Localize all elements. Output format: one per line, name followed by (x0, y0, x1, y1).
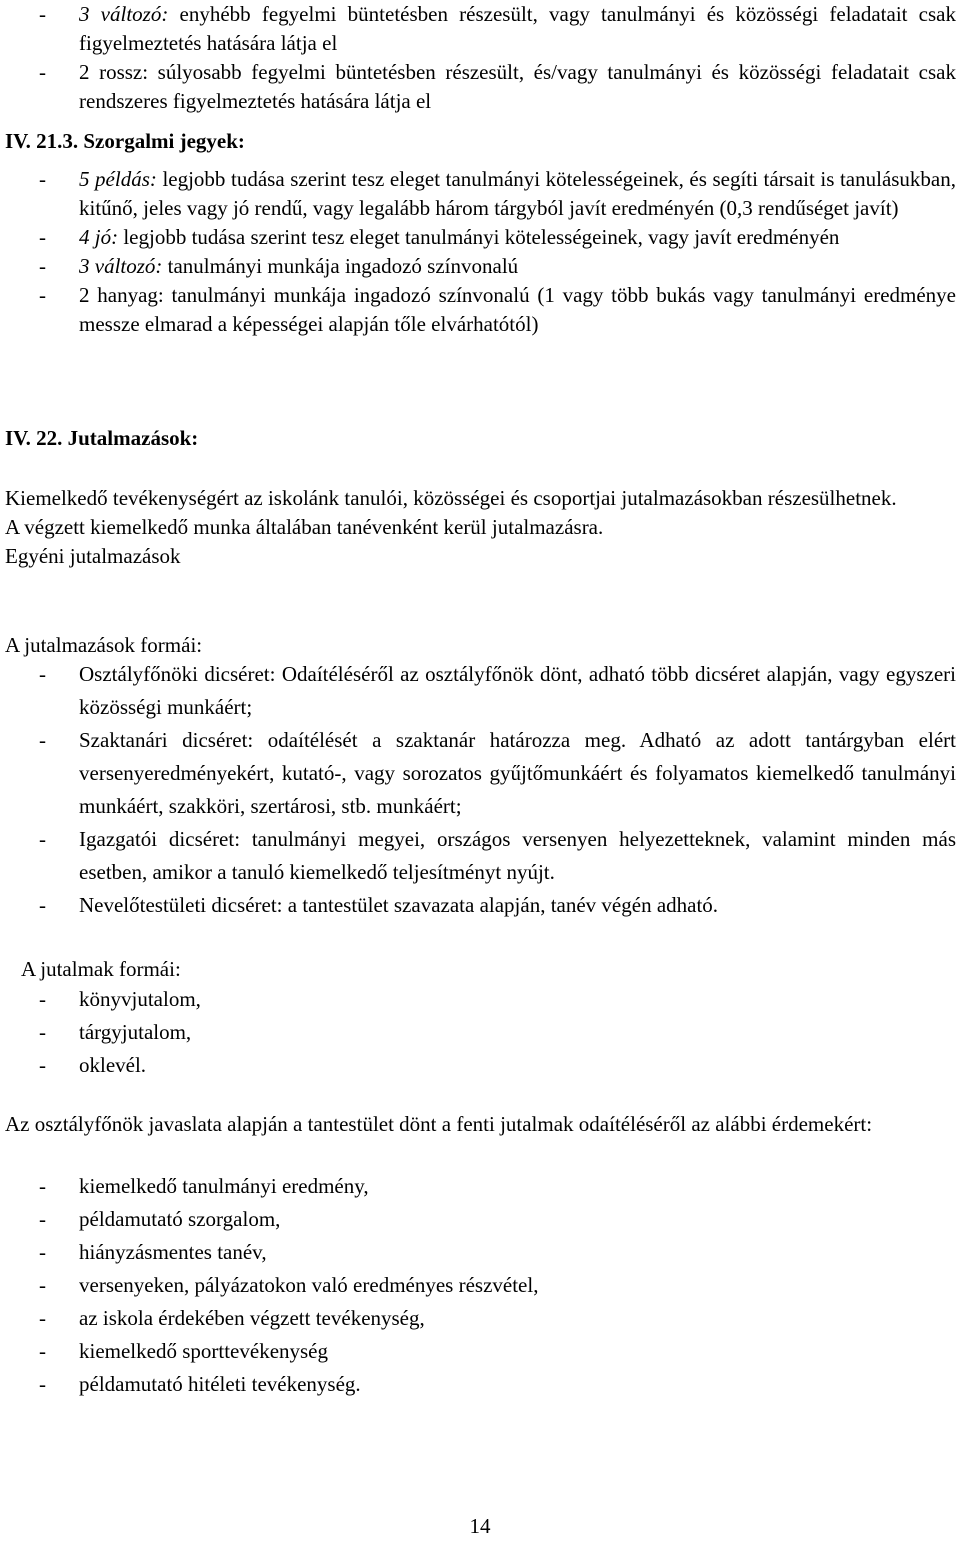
list-item-text: Nevelőtestületi dicséret: a tantestület szavazata alapján, tanév végén adható. (79, 893, 719, 917)
section-heading-jutalmazasok (5, 424, 956, 453)
list-dash: - (39, 827, 46, 851)
list-item (5, 223, 956, 252)
list-item-text: könyvjutalom, (79, 987, 201, 1011)
list-item (5, 1170, 956, 1203)
list-rewards (5, 983, 956, 1082)
list-item (5, 724, 956, 823)
list-item-text: Szaktanári dicséret: odaítélését a szaktanár határozza meg. Adható az adott tantárgyban elért versenyeredményekért, kutató-, vagy sorozatos gyűjtőmunkáért és folyamatos kiemelkedő tanulmányi munkáért, szakköri, szertárosi, stb. munkáért; (79, 728, 956, 818)
grade-text: legjobb tudása szerint tesz eleget tanulmányi kötelességeinek, és segíti társait is tanulásukban, kitűnő, jeles vagy jó rendű, vagy legalább három tárgyból javít eredményén (0,3 rendűséget javít) (79, 167, 957, 220)
list-item (5, 823, 956, 889)
list-dash: - (39, 1053, 46, 1077)
list-item-text: az iskola érdekében végzett tevékenység, (79, 1306, 425, 1330)
grade-term: 3 változó: (79, 2, 169, 26)
paragraph: A végzett kiemelkedő munka általában tanévenként kerül jutalmazásra. (5, 515, 604, 539)
list-item (5, 58, 956, 116)
list-dash: - (39, 225, 46, 249)
list-forms (5, 658, 956, 922)
reward-forms-list (5, 658, 956, 922)
list-item (5, 1049, 956, 1082)
section-heading: IV. 22. Jutalmazások: (5, 426, 199, 450)
list-item-text: oklevél. (79, 1053, 147, 1077)
list-item-text: hiányzásmentes tanév, (79, 1240, 267, 1264)
list-item-text: kiemelkedő tanulmányi eredmény, (79, 1174, 369, 1198)
list-dash: - (39, 1273, 46, 1297)
list-item (5, 889, 956, 922)
list-item-text: versenyeken, pályázatokon való eredményes részvétel, (79, 1273, 539, 1297)
list-merits (5, 1170, 956, 1401)
paragraph: Egyéni jutalmazások (5, 544, 181, 568)
list-item (5, 0, 956, 58)
list-item (5, 1335, 956, 1368)
list-item (5, 1236, 956, 1269)
list-dash: - (39, 2, 46, 26)
list-item (5, 1203, 956, 1236)
list-item (5, 281, 956, 339)
grade-text: enyhébb fegyelmi büntetésben részesült, vagy tanulmányi és közösségi feladatait csak figyelmeztetés hatására látja el (79, 2, 956, 55)
grade-text: legjobb tudása szerint tesz eleget tanulmányi kötelességeinek, vagy javít eredményén (118, 225, 840, 249)
list-dash: - (39, 1339, 46, 1363)
list-dash: - (39, 1207, 46, 1231)
section-heading-szorgalmi (5, 127, 956, 156)
list-dash: - (39, 1306, 46, 1330)
list-dash: - (39, 283, 46, 307)
list-dash: - (39, 254, 46, 278)
list-item (5, 1269, 956, 1302)
merits-list (5, 1170, 956, 1401)
grade-term: 5 példás: (79, 167, 157, 191)
conclusion-paragraph: Az osztályfőnök javaslata alapján a tantestület dönt a fenti jutalmak odaítéléséről az alábbi érdemekért: (5, 1112, 873, 1136)
page-number: 14 (469, 1514, 491, 1538)
paragraph: Kiemelkedő tevékenységért az iskolánk tanulói, közösségei és csoportjai jutalmazásokban részesülhetnek. (5, 486, 897, 510)
list-dash: - (39, 728, 46, 752)
list-szorgalmi (5, 165, 956, 339)
forms-title-block (5, 631, 956, 660)
list-dash: - (39, 1174, 46, 1198)
forms-title: A jutalmazások formái: (5, 633, 203, 657)
rewards-title-block (21, 955, 956, 984)
list-item-text: Igazgatói dicséret: tanulmányi megyei, országos versenyen helyezetteknek, valamint minden más esetben, amikor a tanuló kiemelkedő teljesítményt nyújt. (79, 827, 956, 884)
grade-text: 2 hanyag: tanulmányi munkája ingadozó színvonalú (1 vagy több bukás vagy tanulmányi eredménye messze elmarad a képességei alapján tőle elvárhatótól) (79, 283, 956, 336)
list-dash: - (39, 1020, 46, 1044)
rewards-list (5, 983, 956, 1082)
grade-term: 4 jó: (79, 225, 119, 249)
list-item (5, 658, 956, 724)
list-dash: - (39, 893, 46, 917)
list-item (5, 1368, 956, 1401)
list-item-text: tárgyjutalom, (79, 1020, 192, 1044)
behavior-grade-list (5, 0, 956, 116)
list-item (5, 252, 956, 281)
list-dash: - (39, 1240, 46, 1264)
list-item-text: példamutató hitéleti tevékenység. (79, 1372, 361, 1396)
list-item-text: Osztályfőnöki dicséret: Odaítéléséről az osztályfőnök dönt, adható több dicséret alapján, vagy egyszeri közösségi munkáért; (79, 662, 956, 719)
conclusion-block (5, 1110, 956, 1139)
intro-paragraphs (5, 484, 956, 571)
list-item-text: példamutató szorgalom, (79, 1207, 281, 1231)
list-item (5, 983, 956, 1016)
list-dash: - (39, 987, 46, 1011)
grade-text: tanulmányi munkája ingadozó színvonalú (162, 254, 519, 278)
section-heading: IV. 21.3. Szorgalmi jegyek: (5, 129, 245, 153)
grade-text: 2 rossz: súlyosabb fegyelmi büntetésben részesült, és/vagy tanulmányi és közösségi feladatait csak rendszeres figyelmeztetés hatására látja el (79, 60, 956, 113)
list-item (5, 1302, 956, 1335)
list-dash: - (39, 167, 46, 191)
list-item (5, 1016, 956, 1049)
list-dash: - (39, 662, 46, 686)
list-item (5, 165, 956, 223)
list-item-text: kiemelkedő sporttevékenység (79, 1339, 329, 1363)
list-dash: - (39, 1372, 46, 1396)
grade-term: 3 változó: (79, 254, 163, 278)
diligence-grade-list (5, 165, 956, 339)
list-top (5, 0, 956, 116)
rewards-title: A jutalmak formái: (21, 957, 181, 981)
list-dash: - (39, 60, 46, 84)
